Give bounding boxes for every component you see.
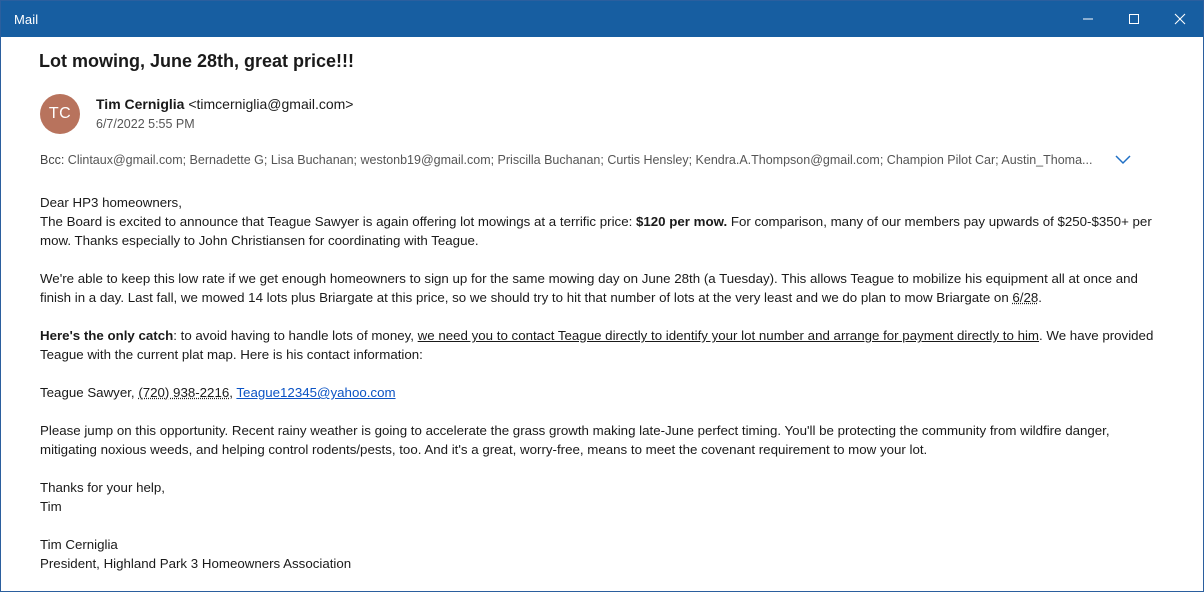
p3-underlined: we need you to contact Teague directly to identify your lot number and arrange for payment directly to him	[417, 328, 1040, 343]
bcc-recipients[interactable]: Clintaux@gmail.com; Bernadette G; Lisa Buchanan; westonb19@gmail.com; Priscilla Buchanan; Curtis Hensley; Kendra.A.Thompson@gmail.com; Champion Pilot Car; Austin_Thoma...	[67, 153, 1093, 167]
minimize-button[interactable]	[1065, 1, 1111, 37]
price-highlight: $120 per mow.	[635, 214, 728, 229]
message-date: 6/7/2022 5:55 PM	[96, 117, 195, 131]
signature-title: President, Highland Park 3 Homeowners Association	[40, 556, 352, 571]
contact-line	[40, 383, 1160, 402]
signature-short: Tim	[40, 499, 62, 514]
p1-text: The Board is excited to announce that Teague Sawyer is again offering lot mowings at a terrific price:	[40, 214, 636, 229]
paragraph-1	[40, 212, 1160, 250]
date-link[interactable]: 6/28	[1012, 290, 1039, 305]
sender-line[interactable]	[96, 96, 353, 112]
minimize-icon	[1082, 13, 1094, 25]
close-icon	[1174, 13, 1186, 25]
paragraph-2	[40, 269, 1160, 307]
maximize-icon	[1128, 13, 1140, 25]
avatar-initials: TC	[48, 105, 72, 122]
contact-sep: ,	[229, 385, 237, 400]
bcc-line[interactable]	[40, 153, 1110, 167]
email-link[interactable]: Teague12345@yahoo.com	[236, 385, 396, 400]
contact-name: Teague Sawyer,	[40, 385, 139, 400]
phone-link[interactable]: (720) 938-2216	[138, 385, 230, 400]
thanks-line: Thanks for your help,	[40, 480, 165, 495]
chevron-down-icon	[1113, 151, 1133, 169]
p1-text-cont: For comparison, many of our members pay upwards of $250-$350+ per mow. Thanks especially to John Christiansen for coordinating with Teague.	[40, 214, 1152, 248]
p2-end: .	[1038, 290, 1042, 305]
greeting: Dear HP3 homeowners,	[40, 195, 182, 210]
app-title: Mail	[14, 12, 39, 27]
catch-heading: Here's the only catch	[40, 328, 174, 343]
sender-name: Tim Cerniglia	[96, 96, 185, 112]
expand-recipients-button[interactable]	[1113, 151, 1133, 169]
maximize-button[interactable]	[1111, 1, 1157, 37]
p3-text-cont: . We have provided Teague with the current plat map. Here is his contact information:	[40, 328, 1154, 362]
p3-text: : to avoid having to handle lots of money,	[173, 328, 418, 343]
paragraph-4: Please jump on this opportunity. Recent rainy weather is going to accelerate the grass growth making late-June perfect timing. You'll be protecting the community from wildfire danger, mitigating noxious weeds, and helping control rodents/pests, too. And it's a great, worry-free, means to meet the covenant requirement to mow your lot.	[40, 423, 1110, 457]
paragraph-3	[40, 326, 1160, 364]
message-subject: Lot mowing, June 28th, great price!!!	[39, 51, 355, 71]
sender-avatar[interactable]	[40, 94, 80, 134]
p2-text: We're able to keep this low rate if we get enough homeowners to sign up for the same mowing day on June 28th (a Tuesday). This allows Teague to mobilize his equipment all at once and finish in a day. Last fall, we mowed 14 lots plus Briargate at this price, so we should try to hit that number of lots at the very least and we do plan to mow Briargate on	[40, 271, 1138, 305]
close-button[interactable]	[1157, 1, 1203, 37]
message-body	[40, 193, 1160, 573]
signature-name: Tim Cerniglia	[40, 537, 118, 552]
sender-email: <timcerniglia@gmail.com>	[188, 96, 354, 112]
bcc-label: Bcc:	[40, 153, 65, 167]
title-bar[interactable]	[1, 1, 1203, 37]
